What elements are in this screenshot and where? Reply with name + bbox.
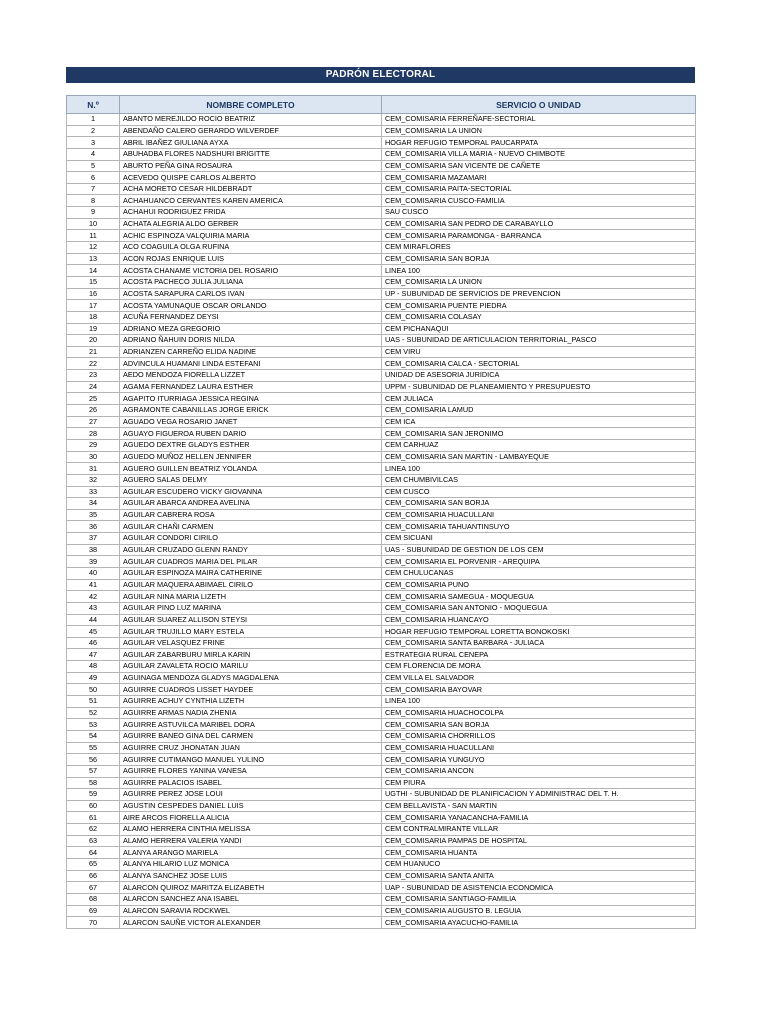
row-unit: CEM_COMISARIA CHORRILLOS	[382, 730, 696, 742]
row-unit: CEM_COMISARIA SAN BORJA	[382, 253, 696, 265]
table-row	[67, 498, 696, 510]
row-unit: CEM ICA	[382, 416, 696, 428]
row-number: 59	[67, 789, 120, 801]
row-name: ALANYA ARANGO MARIELA	[120, 847, 382, 859]
row-name: ABANTO MEREJILDO ROCIO BEATRIZ	[120, 114, 382, 126]
table-row	[67, 765, 696, 777]
row-name: AGAMA FERNANDEZ LAURA ESTHER	[120, 381, 382, 393]
row-name: AGUAYO FIGUEROA RUBEN DARIO	[120, 428, 382, 440]
table-row	[67, 242, 696, 254]
row-number: 38	[67, 544, 120, 556]
row-name: AGUIRRE FLORES YANINA VANESA	[120, 765, 382, 777]
row-name: ABURTO PEÑA GINA ROSAURA	[120, 160, 382, 172]
table-row	[67, 824, 696, 836]
row-unit: CEM_COMISARIA HUACULLANI	[382, 509, 696, 521]
row-number: 16	[67, 288, 120, 300]
row-name: AGUILAR ESCUDERO VICKY GIOVANNA	[120, 486, 382, 498]
row-unit: CEM_COMISARIA HUANTA	[382, 847, 696, 859]
row-unit: CEM CONTRALMIRANTE VILLAR	[382, 824, 696, 836]
row-name: AGUADO VEGA ROSARIO JANET	[120, 416, 382, 428]
row-name: AGUIRRE PEREZ JOSE LOUI	[120, 789, 382, 801]
row-name: AGUIRRE ACHUY CYNTHIA LIZETH	[120, 696, 382, 708]
row-number: 45	[67, 626, 120, 638]
table-row	[67, 486, 696, 498]
table-row	[67, 649, 696, 661]
row-name: ADRIANZEN CARREÑO ELIDA NADINE	[120, 346, 382, 358]
row-unit: CEM PIURA	[382, 777, 696, 789]
row-number: 31	[67, 463, 120, 475]
row-number: 21	[67, 346, 120, 358]
row-unit: CEM CARHUAZ	[382, 439, 696, 451]
row-number: 50	[67, 684, 120, 696]
row-number: 14	[67, 265, 120, 277]
table-row	[67, 346, 696, 358]
table-row	[67, 696, 696, 708]
row-name: ALARCON SARAVIA ROCKWEL	[120, 905, 382, 917]
row-name: ACHATA ALEGRIA ALDO GERBER	[120, 218, 382, 230]
table-row	[67, 544, 696, 556]
row-unit: CEM_COMISARIA HUACHOCOLPA	[382, 707, 696, 719]
row-unit: SAU CUSCO	[382, 207, 696, 219]
row-name: ALARCON QUIROZ MARITZA ELIZABETH	[120, 882, 382, 894]
row-number: 46	[67, 637, 120, 649]
row-unit: CEM_COMISARIA MAZAMARI	[382, 172, 696, 184]
table-row	[67, 195, 696, 207]
row-unit: CEM HUANUCO	[382, 859, 696, 871]
row-unit: HOGAR REFUGIO TEMPORAL PAUCARPATA	[382, 137, 696, 149]
row-unit: CEM_COMISARIA PAITA-SECTORIAL	[382, 183, 696, 195]
table-row	[67, 428, 696, 440]
row-name: ACUÑA FERNANDEZ DEYSI	[120, 311, 382, 323]
row-name: AGUILAR ABARCA ANDREA AVELINA	[120, 498, 382, 510]
row-number: 37	[67, 533, 120, 545]
row-name: AGAPITO ITURRIAGA JESSICA REGINA	[120, 393, 382, 405]
row-name: AGUERO SALAS DELMY	[120, 474, 382, 486]
table-row	[67, 416, 696, 428]
table-body	[67, 114, 696, 929]
row-number: 68	[67, 893, 120, 905]
row-unit: LINEA 100	[382, 696, 696, 708]
row-name: ALARCON SANCHEZ ANA ISABEL	[120, 893, 382, 905]
row-name: AGUILAR NINA MARIA LIZETH	[120, 591, 382, 603]
row-unit: CEM CHUMBIVILCAS	[382, 474, 696, 486]
row-name: AGUILAR CUADROS MARIA DEL PILAR	[120, 556, 382, 568]
row-name: ALAMO HERRERA CINTHIA MELISSA	[120, 824, 382, 836]
row-name: AGUILAR VELASQUEZ FRINE	[120, 637, 382, 649]
row-name: AGUILAR ESPINOZA MAIRA CATHERINE	[120, 567, 382, 579]
table-row	[67, 300, 696, 312]
table-row	[67, 905, 696, 917]
row-number: 24	[67, 381, 120, 393]
row-number: 61	[67, 812, 120, 824]
row-unit: CEM_COMISARIA VILLA MARIA - NUEVO CHIMBOTE	[382, 148, 696, 160]
row-number: 25	[67, 393, 120, 405]
row-unit: CEM_COMISARIA SAN ANTONIO - MOQUEGUA	[382, 602, 696, 614]
row-number: 13	[67, 253, 120, 265]
row-name: ALANYA SANCHEZ JOSE LUIS	[120, 870, 382, 882]
table-row	[67, 451, 696, 463]
row-number: 66	[67, 870, 120, 882]
row-number: 27	[67, 416, 120, 428]
row-name: AGUINAGA MENDOZA GLADYS MAGDALENA	[120, 672, 382, 684]
table-row	[67, 160, 696, 172]
table-row	[67, 626, 696, 638]
row-number: 3	[67, 137, 120, 149]
table-row	[67, 288, 696, 300]
row-number: 42	[67, 591, 120, 603]
row-unit: CEM MIRAFLORES	[382, 242, 696, 254]
row-number: 40	[67, 567, 120, 579]
row-number: 47	[67, 649, 120, 661]
table-row	[67, 276, 696, 288]
row-number: 57	[67, 765, 120, 777]
row-number: 10	[67, 218, 120, 230]
row-unit: CEM BELLAVISTA - SAN MARTIN	[382, 800, 696, 812]
row-unit: CEM_COMISARIA LA UNION	[382, 125, 696, 137]
table-row	[67, 393, 696, 405]
row-number: 29	[67, 439, 120, 451]
row-unit: CEM_COMISARIA YANACANCHA-FAMILIA	[382, 812, 696, 824]
row-number: 26	[67, 405, 120, 417]
row-name: AGUILAR CRUZADO GLENN RANDY	[120, 544, 382, 556]
table-row	[67, 730, 696, 742]
row-unit: CEM_COMISARIA ANCON	[382, 765, 696, 777]
table-row	[67, 405, 696, 417]
row-unit: CEM_COMISARIA SANTA BARBARA - JULIACA	[382, 637, 696, 649]
row-name: AGUEDO MUÑOZ HELLEN JENNIFER	[120, 451, 382, 463]
row-name: ACHAHUI RODRIGUEZ FRIDA	[120, 207, 382, 219]
table-row	[67, 311, 696, 323]
row-name: AGUILAR PINO LUZ MARINA	[120, 602, 382, 614]
row-number: 41	[67, 579, 120, 591]
row-unit: UAP - SUBUNIDAD DE ASISTENCIA ECONOMICA	[382, 882, 696, 894]
table-row	[67, 882, 696, 894]
row-number: 18	[67, 311, 120, 323]
table-row	[67, 533, 696, 545]
row-number: 5	[67, 160, 120, 172]
row-unit: CEM CHULUCANAS	[382, 567, 696, 579]
row-unit: UP - SUBUNIDAD DE SERVICIOS DE PREVENCION	[382, 288, 696, 300]
row-name: AGUILAR SUAREZ ALLISON STEYSI	[120, 614, 382, 626]
row-number: 62	[67, 824, 120, 836]
row-unit: CEM_COMISARIA HUANCAYO	[382, 614, 696, 626]
row-number: 23	[67, 370, 120, 382]
table-row	[67, 637, 696, 649]
row-number: 1	[67, 114, 120, 126]
row-unit: UAS - SUBUNIDAD DE GESTION DE LOS CEM	[382, 544, 696, 556]
table-row	[67, 509, 696, 521]
row-unit: CEM_COMISARIA LA UNION	[382, 276, 696, 288]
row-number: 65	[67, 859, 120, 871]
row-number: 51	[67, 696, 120, 708]
row-number: 4	[67, 148, 120, 160]
row-name: AGUILAR ZABARBURU MIRLA KARIN	[120, 649, 382, 661]
row-number: 58	[67, 777, 120, 789]
row-number: 20	[67, 335, 120, 347]
row-number: 48	[67, 661, 120, 673]
row-number: 30	[67, 451, 120, 463]
table-row	[67, 439, 696, 451]
row-name: ALARCON SAUÑE VICTOR ALEXANDER	[120, 917, 382, 929]
row-unit: CEM_COMISARIA SAN JERONIMO	[382, 428, 696, 440]
table-row	[67, 835, 696, 847]
table-row	[67, 114, 696, 126]
row-unit: CEM_COMISARIA PUENTE PIEDRA	[382, 300, 696, 312]
row-unit: CEM_COMISARIA SAN BORJA	[382, 719, 696, 731]
table-row	[67, 602, 696, 614]
table-row	[67, 137, 696, 149]
table-row	[67, 789, 696, 801]
row-name: AGRAMONTE CABANILLAS JORGE ERICK	[120, 405, 382, 417]
row-number: 19	[67, 323, 120, 335]
row-unit: CEM_COMISARIA AUGUSTO B. LEGUIA	[382, 905, 696, 917]
row-unit: CEM_COMISARIA SAN VICENTE DE CAÑETE	[382, 160, 696, 172]
row-unit: CEM VILLA EL SALVADOR	[382, 672, 696, 684]
table-row	[67, 381, 696, 393]
row-name: AGUSTIN CESPEDES DANIEL LUIS	[120, 800, 382, 812]
table-row	[67, 230, 696, 242]
row-unit: HOGAR REFUGIO TEMPORAL LORETTA BONOKOSKI	[382, 626, 696, 638]
table-row	[67, 125, 696, 137]
row-number: 55	[67, 742, 120, 754]
row-unit: CEM_COMISARIA AYACUCHO-FAMILIA	[382, 917, 696, 929]
row-name: ACHAHUANCO CERVANTES KAREN AMERICA	[120, 195, 382, 207]
row-name: AGUIRRE CUADROS LISSET HAYDEE	[120, 684, 382, 696]
table-row	[67, 917, 696, 929]
row-number: 7	[67, 183, 120, 195]
row-number: 60	[67, 800, 120, 812]
row-number: 9	[67, 207, 120, 219]
electoral-roll-table	[66, 95, 696, 929]
column-header-unit: SERVICIO O UNIDAD	[382, 96, 696, 114]
table-row	[67, 218, 696, 230]
row-number: 8	[67, 195, 120, 207]
table-row	[67, 207, 696, 219]
table-row	[67, 742, 696, 754]
row-name: AGUILAR MAQUERA ABIMAEL CIRILO	[120, 579, 382, 591]
row-unit: UAS - SUBUNIDAD DE ARTICULACION TERRITORIAL_PASCO	[382, 335, 696, 347]
row-name: ACON ROJAS ENRIQUE LUIS	[120, 253, 382, 265]
row-number: 49	[67, 672, 120, 684]
row-name: AGUILAR TRUJILLO MARY ESTELA	[120, 626, 382, 638]
row-name: AGUIRRE CUTIMANGO MANUEL YULINO	[120, 754, 382, 766]
row-name: ALANYA HILARIO LUZ MONICA	[120, 859, 382, 871]
row-name: ALAMO HERRERA VALERIA YANDI	[120, 835, 382, 847]
row-unit: CEM_COMISARIA SAMEGUA - MOQUEGUA	[382, 591, 696, 603]
table-row	[67, 474, 696, 486]
row-number: 64	[67, 847, 120, 859]
table-row	[67, 672, 696, 684]
row-unit: CEM_COMISARIA EL PORVENIR - AREQUIPA	[382, 556, 696, 568]
row-name: ACOSTA YAMUNAQUE OSCAR ORLANDO	[120, 300, 382, 312]
table-row	[67, 148, 696, 160]
row-unit: CEM_COMISARIA FERREÑAFE-SECTORIAL	[382, 114, 696, 126]
table-row	[67, 335, 696, 347]
row-unit: UGTHI - SUBUNIDAD DE PLANIFICACION Y ADMINISTRAC DEL T. H.	[382, 789, 696, 801]
row-number: 56	[67, 754, 120, 766]
table-header-row	[67, 96, 696, 114]
row-number: 17	[67, 300, 120, 312]
row-unit: CEM_COMISARIA SAN PEDRO DE CARABAYLLO	[382, 218, 696, 230]
row-name: ABRIL IBAÑEZ GIULIANA AYXA	[120, 137, 382, 149]
row-name: ACHIC ESPINOZA VALQUIRIA MARIA	[120, 230, 382, 242]
row-unit: ESTRATEGIA RURAL CENEPA	[382, 649, 696, 661]
row-number: 15	[67, 276, 120, 288]
row-unit: LINEA 100	[382, 265, 696, 277]
row-unit: CEM_COMISARIA CALCA - SECTORIAL	[382, 358, 696, 370]
table-row	[67, 521, 696, 533]
table-row	[67, 812, 696, 824]
row-name: ADRIANO MEZA GREGORIO	[120, 323, 382, 335]
row-name: AGUILAR ZAVALETA ROCIO MARILU	[120, 661, 382, 673]
row-name: AGUILAR CABRERA ROSA	[120, 509, 382, 521]
row-unit: CEM_COMISARIA SAN MARTIN - LAMBAYEQUE	[382, 451, 696, 463]
row-number: 35	[67, 509, 120, 521]
row-unit: CEM_COMISARIA TAHUANTINSUYO	[382, 521, 696, 533]
row-unit: CEM_COMISARIA HUACULLANI	[382, 742, 696, 754]
row-unit: CEM_COMISARIA CUSCO-FAMILIA	[382, 195, 696, 207]
row-unit: CEM PICHANAQUI	[382, 323, 696, 335]
column-header-name: NOMBRE COMPLETO	[120, 96, 382, 114]
row-name: ACHA MORETO CESAR HILDEBRADT	[120, 183, 382, 195]
row-name: AGUERO GUILLEN BEATRIZ YOLANDA	[120, 463, 382, 475]
table-row	[67, 265, 696, 277]
row-number: 12	[67, 242, 120, 254]
row-number: 32	[67, 474, 120, 486]
row-number: 70	[67, 917, 120, 929]
row-unit: CEM VIRU	[382, 346, 696, 358]
page-title: PADRÓN ELECTORAL	[66, 67, 695, 83]
row-unit: CEM_COMISARIA PAMPAS DE HOSPITAL	[382, 835, 696, 847]
table-row	[67, 172, 696, 184]
table-row	[67, 556, 696, 568]
table-row	[67, 614, 696, 626]
row-unit: CEM_COMISARIA COLASAY	[382, 311, 696, 323]
row-unit: CEM_COMISARIA SANTIAGO-FAMILIA	[382, 893, 696, 905]
row-unit: CEM_COMISARIA PARAMONGA - BARRANCA	[382, 230, 696, 242]
row-number: 28	[67, 428, 120, 440]
table-row	[67, 463, 696, 475]
table-row	[67, 754, 696, 766]
row-number: 53	[67, 719, 120, 731]
row-name: AGUIRRE ASTUVILCA MARIBEL DORA	[120, 719, 382, 731]
row-number: 36	[67, 521, 120, 533]
row-name: ACOSTA PACHECO JULIA JULIANA	[120, 276, 382, 288]
table-row	[67, 253, 696, 265]
row-name: AGUILAR CHAÑI CARMEN	[120, 521, 382, 533]
column-header-number: N.º	[67, 96, 120, 114]
row-name: AEDO MENDOZA FIORELLA LIZZET	[120, 370, 382, 382]
row-unit: CEM_COMISARIA BAYOVAR	[382, 684, 696, 696]
row-name: ADVINCULA HUAMANI LINDA ESTEFANI	[120, 358, 382, 370]
row-name: AGUIRRE PALACIOS ISABEL	[120, 777, 382, 789]
table-row	[67, 684, 696, 696]
row-unit: LINEA 100	[382, 463, 696, 475]
row-unit: CEM CUSCO	[382, 486, 696, 498]
table-row	[67, 661, 696, 673]
row-unit: CEM_COMISARIA LAMUD	[382, 405, 696, 417]
table-row	[67, 893, 696, 905]
row-name: ABUHADBA FLORES NADSHURI BRIGITTE	[120, 148, 382, 160]
table-row	[67, 859, 696, 871]
row-number: 2	[67, 125, 120, 137]
row-name: AGUILAR CONDORI CIRILO	[120, 533, 382, 545]
row-number: 67	[67, 882, 120, 894]
row-name: ACO COAGUILA OLGA RUFINA	[120, 242, 382, 254]
row-unit: CEM_COMISARIA PUNO	[382, 579, 696, 591]
table-row	[67, 323, 696, 335]
row-name: AGUIRRE BANEO GINA DEL CARMEN	[120, 730, 382, 742]
row-name: ACEVEDO QUISPE CARLOS ALBERTO	[120, 172, 382, 184]
table-row	[67, 358, 696, 370]
row-number: 63	[67, 835, 120, 847]
row-name: ADRIANO ÑAHUIN DORIS NILDA	[120, 335, 382, 347]
table-row	[67, 870, 696, 882]
table-row	[67, 591, 696, 603]
row-unit: CEM FLORENCIA DE MORA	[382, 661, 696, 673]
row-name: AGUIRRE ARMAS NADIA ZHENIA	[120, 707, 382, 719]
row-number: 39	[67, 556, 120, 568]
row-number: 11	[67, 230, 120, 242]
table-row	[67, 777, 696, 789]
row-name: ABENDAÑO CALERO GERARDO WILVERDEF	[120, 125, 382, 137]
row-unit: CEM_COMISARIA SAN BORJA	[382, 498, 696, 510]
row-name: AIRE ARCOS FIORELLA ALICIA	[120, 812, 382, 824]
row-number: 54	[67, 730, 120, 742]
table-row	[67, 847, 696, 859]
row-unit: CEM SICUANI	[382, 533, 696, 545]
row-number: 34	[67, 498, 120, 510]
table-row	[67, 719, 696, 731]
table-row	[67, 183, 696, 195]
table-row	[67, 707, 696, 719]
row-unit: CEM_COMISARIA SANTA ANITA	[382, 870, 696, 882]
table-row	[67, 567, 696, 579]
row-number: 52	[67, 707, 120, 719]
row-number: 22	[67, 358, 120, 370]
row-name: ACOSTA SARAPURA CARLOS IVAN	[120, 288, 382, 300]
row-name: ACOSTA CHANAME VICTORIA DEL ROSARIO	[120, 265, 382, 277]
table-row	[67, 800, 696, 812]
row-unit: UNIDAD DE ASESORIA JURIDICA	[382, 370, 696, 382]
table-row	[67, 579, 696, 591]
row-unit: CEM JULIACA	[382, 393, 696, 405]
row-number: 43	[67, 602, 120, 614]
row-unit: UPPM - SUBUNIDAD DE PLANEAMIENTO Y PRESUPUESTO	[382, 381, 696, 393]
row-number: 44	[67, 614, 120, 626]
table-row	[67, 370, 696, 382]
row-number: 6	[67, 172, 120, 184]
row-unit: CEM_COMISARIA YUNGUYO	[382, 754, 696, 766]
row-name: AGUEDO DEXTRE GLADYS ESTHER	[120, 439, 382, 451]
row-name: AGUIRRE CRUZ JHONATAN JUAN	[120, 742, 382, 754]
row-number: 33	[67, 486, 120, 498]
row-number: 69	[67, 905, 120, 917]
